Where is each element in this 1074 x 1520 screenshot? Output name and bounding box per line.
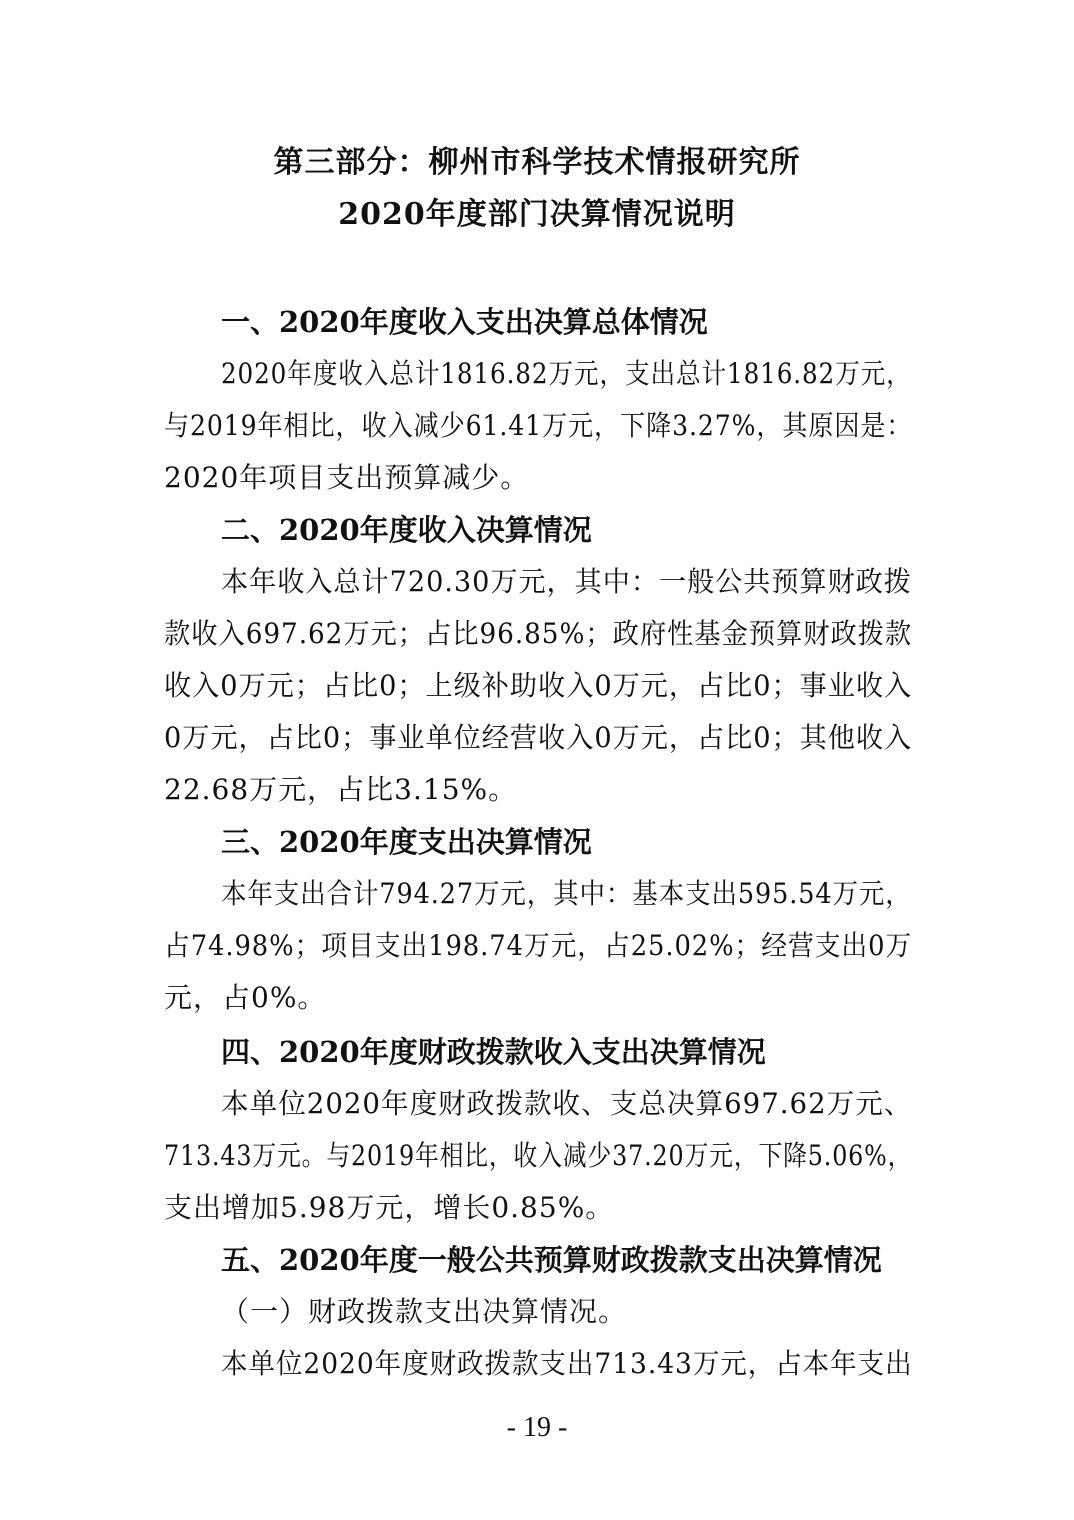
page-title-line-2: 2020年度部门决算情况说明 [338, 197, 736, 232]
section-heading-4: 四、2020年度财政拨款收入支出决算情况 [221, 1035, 766, 1069]
paragraph-line: 款收入697.62万元；占比96.85%；政府性基金预算财政拨款 [164, 617, 913, 650]
section-heading-5: 五、2020年度一般公共预算财政拨款支出决算情况 [221, 1243, 882, 1277]
paragraph-line: 元，占0%。 [164, 981, 327, 1014]
section-heading-1: 一、2020年度收入支出决算总体情况 [221, 305, 708, 339]
paragraph-line: 支出增加5.98万元，增长0.85%。 [164, 1191, 615, 1224]
section-heading-3: 三、2020年度支出决算情况 [221, 825, 592, 859]
paragraph-line: 0万元，占比0；事业单位经营收入0万元，占比0；其他收入 [164, 721, 913, 754]
paragraph-line: 本年收入总计720.30万元，其中：一般公共预算财政拨 [221, 565, 912, 598]
section-heading-2: 二、2020年度收入决算情况 [221, 513, 592, 547]
paragraph-line: 22.68万元，占比3.15%。 [164, 773, 518, 806]
paragraph-line: 本单位2020年度财政拨款收、支总决算697.62万元、 [221, 1087, 913, 1120]
paragraph-line: 2020年项目支出预算减少。 [164, 461, 530, 494]
page-title-line-1: 第三部分：柳州市科学技术情报研究所 [273, 145, 801, 180]
paragraph-line: 本年支出合计794.27万元，其中：基本支出595.54万元， [221, 877, 912, 910]
paragraph-line: 本单位2020年度财政拨款支出713.43万元，占本年支出 [221, 1347, 913, 1380]
paragraph-line: 与2019年相比，收入减少61.41万元，下降3.27%，其原因是： [164, 409, 913, 442]
paragraph-line: （一）财政拨款支出决算情况。 [221, 1295, 628, 1328]
paragraph-line: 收入0万元；占比0；上级补助收入0万元，占比0；事业收入 [164, 669, 913, 702]
paragraph-line: 713.43万元。与2019年相比，收入减少37.20万元，下降5.06%， [164, 1139, 913, 1172]
paragraph-line: 2020年度收入总计1816.82万元，支出总计1816.82万元， [221, 357, 912, 390]
page-number: - 19 - [506, 1412, 568, 1443]
paragraph-line: 占74.98%；项目支出198.74万元，占25.02%；经营支出0万 [164, 929, 913, 962]
